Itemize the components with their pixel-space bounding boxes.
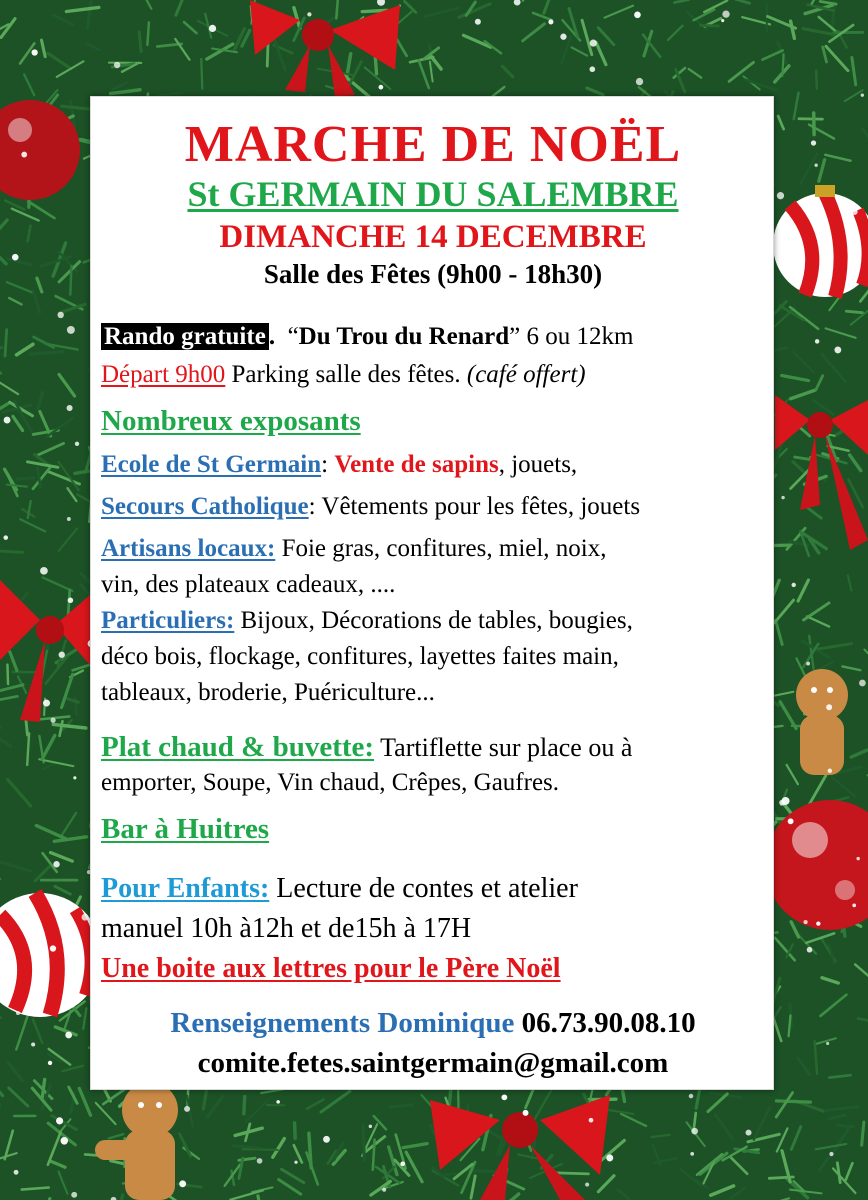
contact-phone: 06.73.90.08.10	[514, 1007, 696, 1039]
gingerbread-man-icon	[796, 669, 848, 775]
ecole-line	[101, 451, 577, 479]
poster-card	[90, 96, 774, 1090]
plat-line-2: emporter, Soupe, Vin chaud, Crêpes, Gaufres.	[101, 769, 560, 796]
particuliers-line-2: déco bois, flockage, confitures, layettes faites main,	[101, 643, 619, 670]
ecole-label: Ecole de St Germain	[101, 451, 322, 478]
enfants-line-2: manuel 10h à12h et de15h à 17H	[101, 913, 472, 944]
plat-text-1: Tartiflette sur place ou à	[374, 733, 633, 762]
particuliers-line-1	[101, 607, 633, 635]
rando-distance: 6 ou 12km	[520, 323, 634, 350]
artisans-text-1: Foie gras, confitures, miel, noix,	[275, 535, 607, 562]
contact-label: Renseignements Dominique	[170, 1007, 515, 1039]
enfants-label: Pour Enfants:	[101, 873, 270, 904]
rando-quote-open: “	[287, 323, 299, 350]
poster-title: MARCHE DE NOËL	[184, 116, 682, 173]
artisans-line-2: vin, des plateaux cadeaux, ....	[101, 571, 396, 598]
rando-name: Du Trou du Renard	[298, 323, 510, 350]
poster-date: DIMANCHE 14 DECEMBRE	[219, 219, 647, 255]
contact-line-1	[91, 1007, 775, 1040]
exposants-heading: Nombreux exposants	[101, 405, 361, 437]
rando-quote-close: ”	[509, 323, 521, 350]
particuliers-text-1: Bijoux, Décorations de tables, bougies,	[234, 607, 633, 634]
ecole-sep: :	[321, 451, 335, 478]
particuliers-line-3: tableaux, broderie, Puériculture...	[101, 679, 435, 706]
secours-label: Secours Catholique	[101, 493, 309, 520]
contact-email: comite.fetes.saintgermain@gmail.com	[197, 1047, 669, 1079]
artisans-line-1	[101, 535, 607, 563]
secours-line	[101, 493, 640, 521]
poster-venue: Salle des Fêtes (9h00 - 18h30)	[263, 259, 603, 289]
bar-heading: Bar à Huitres	[101, 813, 270, 845]
artisans-label: Artisans locaux:	[101, 535, 276, 562]
depart-text: Parking salle des fêtes.	[225, 361, 467, 388]
depart-line	[101, 361, 586, 389]
plat-label: Plat chaud & buvette:	[101, 731, 375, 763]
depart-label: Départ 9h00	[101, 361, 226, 388]
rando-label: Rando gratuite	[101, 323, 269, 350]
ecole-highlight: Vente de sapins	[334, 451, 499, 478]
rando-punct: .	[268, 323, 276, 350]
boite-lettres: Une boite aux lettres pour le Père Noël	[101, 953, 561, 984]
poster-subtitle: St GERMAIN DU SALEMBRE	[187, 174, 679, 214]
rando-line	[101, 323, 633, 351]
ecole-text: , jouets,	[498, 451, 578, 478]
enfants-line-1	[101, 873, 578, 905]
secours-text: : Vêtements pour les fêtes, jouets	[308, 493, 641, 520]
particuliers-label: Particuliers:	[101, 607, 235, 634]
enfants-text-1: Lecture de contes et atelier	[269, 873, 578, 904]
plat-line-1	[101, 731, 632, 764]
depart-note: (café offert)	[466, 361, 586, 388]
